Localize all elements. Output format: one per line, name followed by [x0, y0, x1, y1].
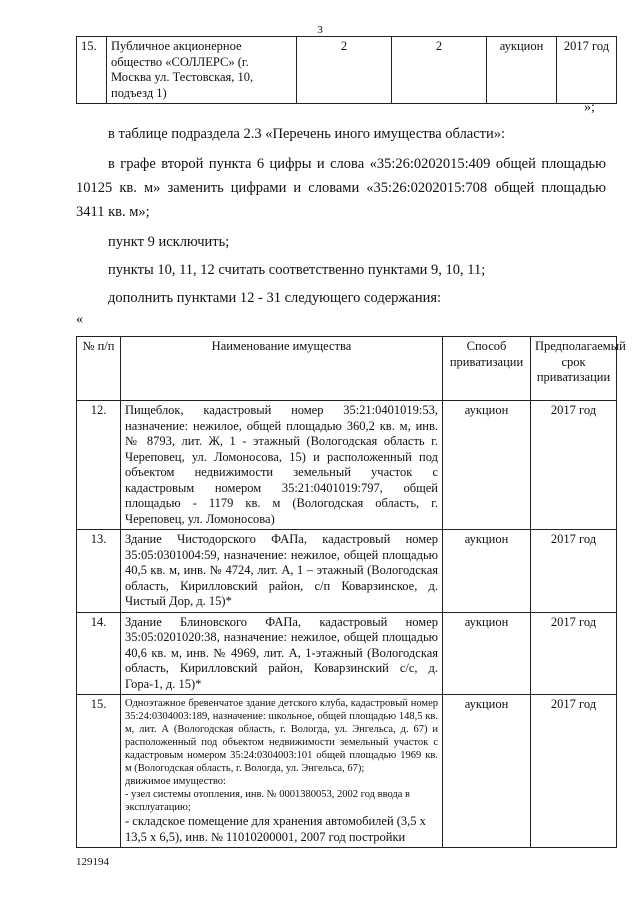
row-term: 2017 год	[557, 37, 617, 104]
row-number: 15.	[77, 695, 121, 848]
table-header-row	[77, 337, 617, 401]
row-method: аукцион	[487, 37, 557, 104]
row-name: Здание Блиновского ФАПа, кадастровый номер 35:05:0201020:38, назначение: нежилое, общей площадью 40,6 кв. м, инв. № 4969, лит. А, 1-этажный (Вологодская область, Кирилловский район, Коварзинский с/с, д. Гора-1, д. 15)*	[121, 612, 443, 695]
header-name: Наименование имущества	[121, 337, 443, 401]
row-number: 14.	[77, 612, 121, 695]
paragraph-3: пункт 9 исключить;	[108, 234, 230, 250]
row-name: Пищеблок, кадастровый номер 35:21:0401019:53, назначение: нежилое, общей площадью 360,2 кв. м, инв. № 8793, лит. Ж, 1 - этажный (Вологодская область г. Череповец, ул. Ломоносова, 15) и расположенный под объектом недвижимости земельный участок с кадастровым номером 35:21:0401019:797, общей площадью - 1179 кв. м (Вологодская область, г. Череповец, ул. Ломоносова)	[121, 401, 443, 530]
row-term: 2017 год	[531, 695, 617, 848]
row-term: 2017 год	[531, 530, 617, 613]
row-method: аукцион	[443, 401, 531, 530]
row-name: Публичное акционерное общество «СОЛЛЕРС» (г. Москва ул. Тестовская, 10, подъезд 1)	[107, 37, 297, 104]
row-number: 12.	[77, 401, 121, 530]
movable-item-2: - складское помещение для хранения автомобилей (3,5 х 13,5 х 6,5), инв. № 11010200001, 2007 год постройки	[125, 814, 426, 844]
movable-label: движимое имущество:	[125, 776, 226, 787]
header-num: № п/п	[77, 337, 121, 401]
table-row	[77, 401, 617, 530]
table-row	[77, 695, 617, 848]
row-term: 2017 год	[531, 401, 617, 530]
row-col3: 2	[297, 37, 392, 104]
page-number: 3	[317, 24, 323, 36]
header-term: Предполагаемый срок приватизации	[531, 337, 617, 401]
header-method: Способ приватизации	[443, 337, 531, 401]
paragraph-5: дополнить пунктами 12 - 31 следующего содержания:	[108, 290, 442, 306]
paragraph-1: в таблице подраздела 2.3 «Перечень иного имущества области»:	[108, 126, 506, 142]
footer-code: 129194	[76, 856, 109, 868]
table-row	[77, 530, 617, 613]
property-table	[76, 336, 626, 848]
table-row	[77, 37, 617, 104]
row-name: Здание Чистодорского ФАПа, кадастровый номер 35:05:0301004:59, назначение: нежилое, общей площадью 40,5 кв. м, инв. № 4724, лит. А, 1 – этажный (Вологодская область, Кирилловский район, с/п Коварзинское, д. Чистый Дор, д. 15)*	[121, 530, 443, 613]
row-name-cell	[121, 695, 443, 848]
row-method: аукцион	[443, 612, 531, 695]
row-col4: 2	[392, 37, 487, 104]
movable-item-1: - узел системы отопления, инв. № 0001380053, 2002 год ввода в эксплуатацию;	[125, 789, 411, 813]
paragraph-2: в графе второй пункта 6 цифры и слова «35:26:0202015:409 общей площадью 10125 кв. м» заменить цифрами и словами «35:26:0202015:708 общей площадью 3411 кв. м»;	[76, 156, 606, 220]
row-term: 2017 год	[531, 612, 617, 695]
row-method: аукцион	[443, 530, 531, 613]
closing-quote: »;	[584, 100, 595, 115]
top-table	[76, 36, 617, 104]
row-number: 13.	[77, 530, 121, 613]
table-row	[77, 612, 617, 695]
row-method: аукцион	[443, 695, 531, 848]
row-name: Одноэтажное бревенчатое здание детского клуба, кадастровый номер 35:24:0304003:189, назначение: школьное, общей площадью 148,5 кв. м, лит. А (Вологодская область, г. Вологда, ул. Энгельса, д. 67) и расположенный под объектом недвижимости земельный участок с кадастровым номером 35:24:0304003:101 общей площадью 1969 кв. м (Вологодская область, г. Вологда, ул. Энгельса, 67);	[125, 698, 438, 774]
row-number: 15.	[77, 37, 107, 104]
opening-quote: «	[76, 312, 83, 327]
paragraph-4: пункты 10, 11, 12 считать соответственно пунктами 9, 10, 11;	[108, 262, 486, 278]
